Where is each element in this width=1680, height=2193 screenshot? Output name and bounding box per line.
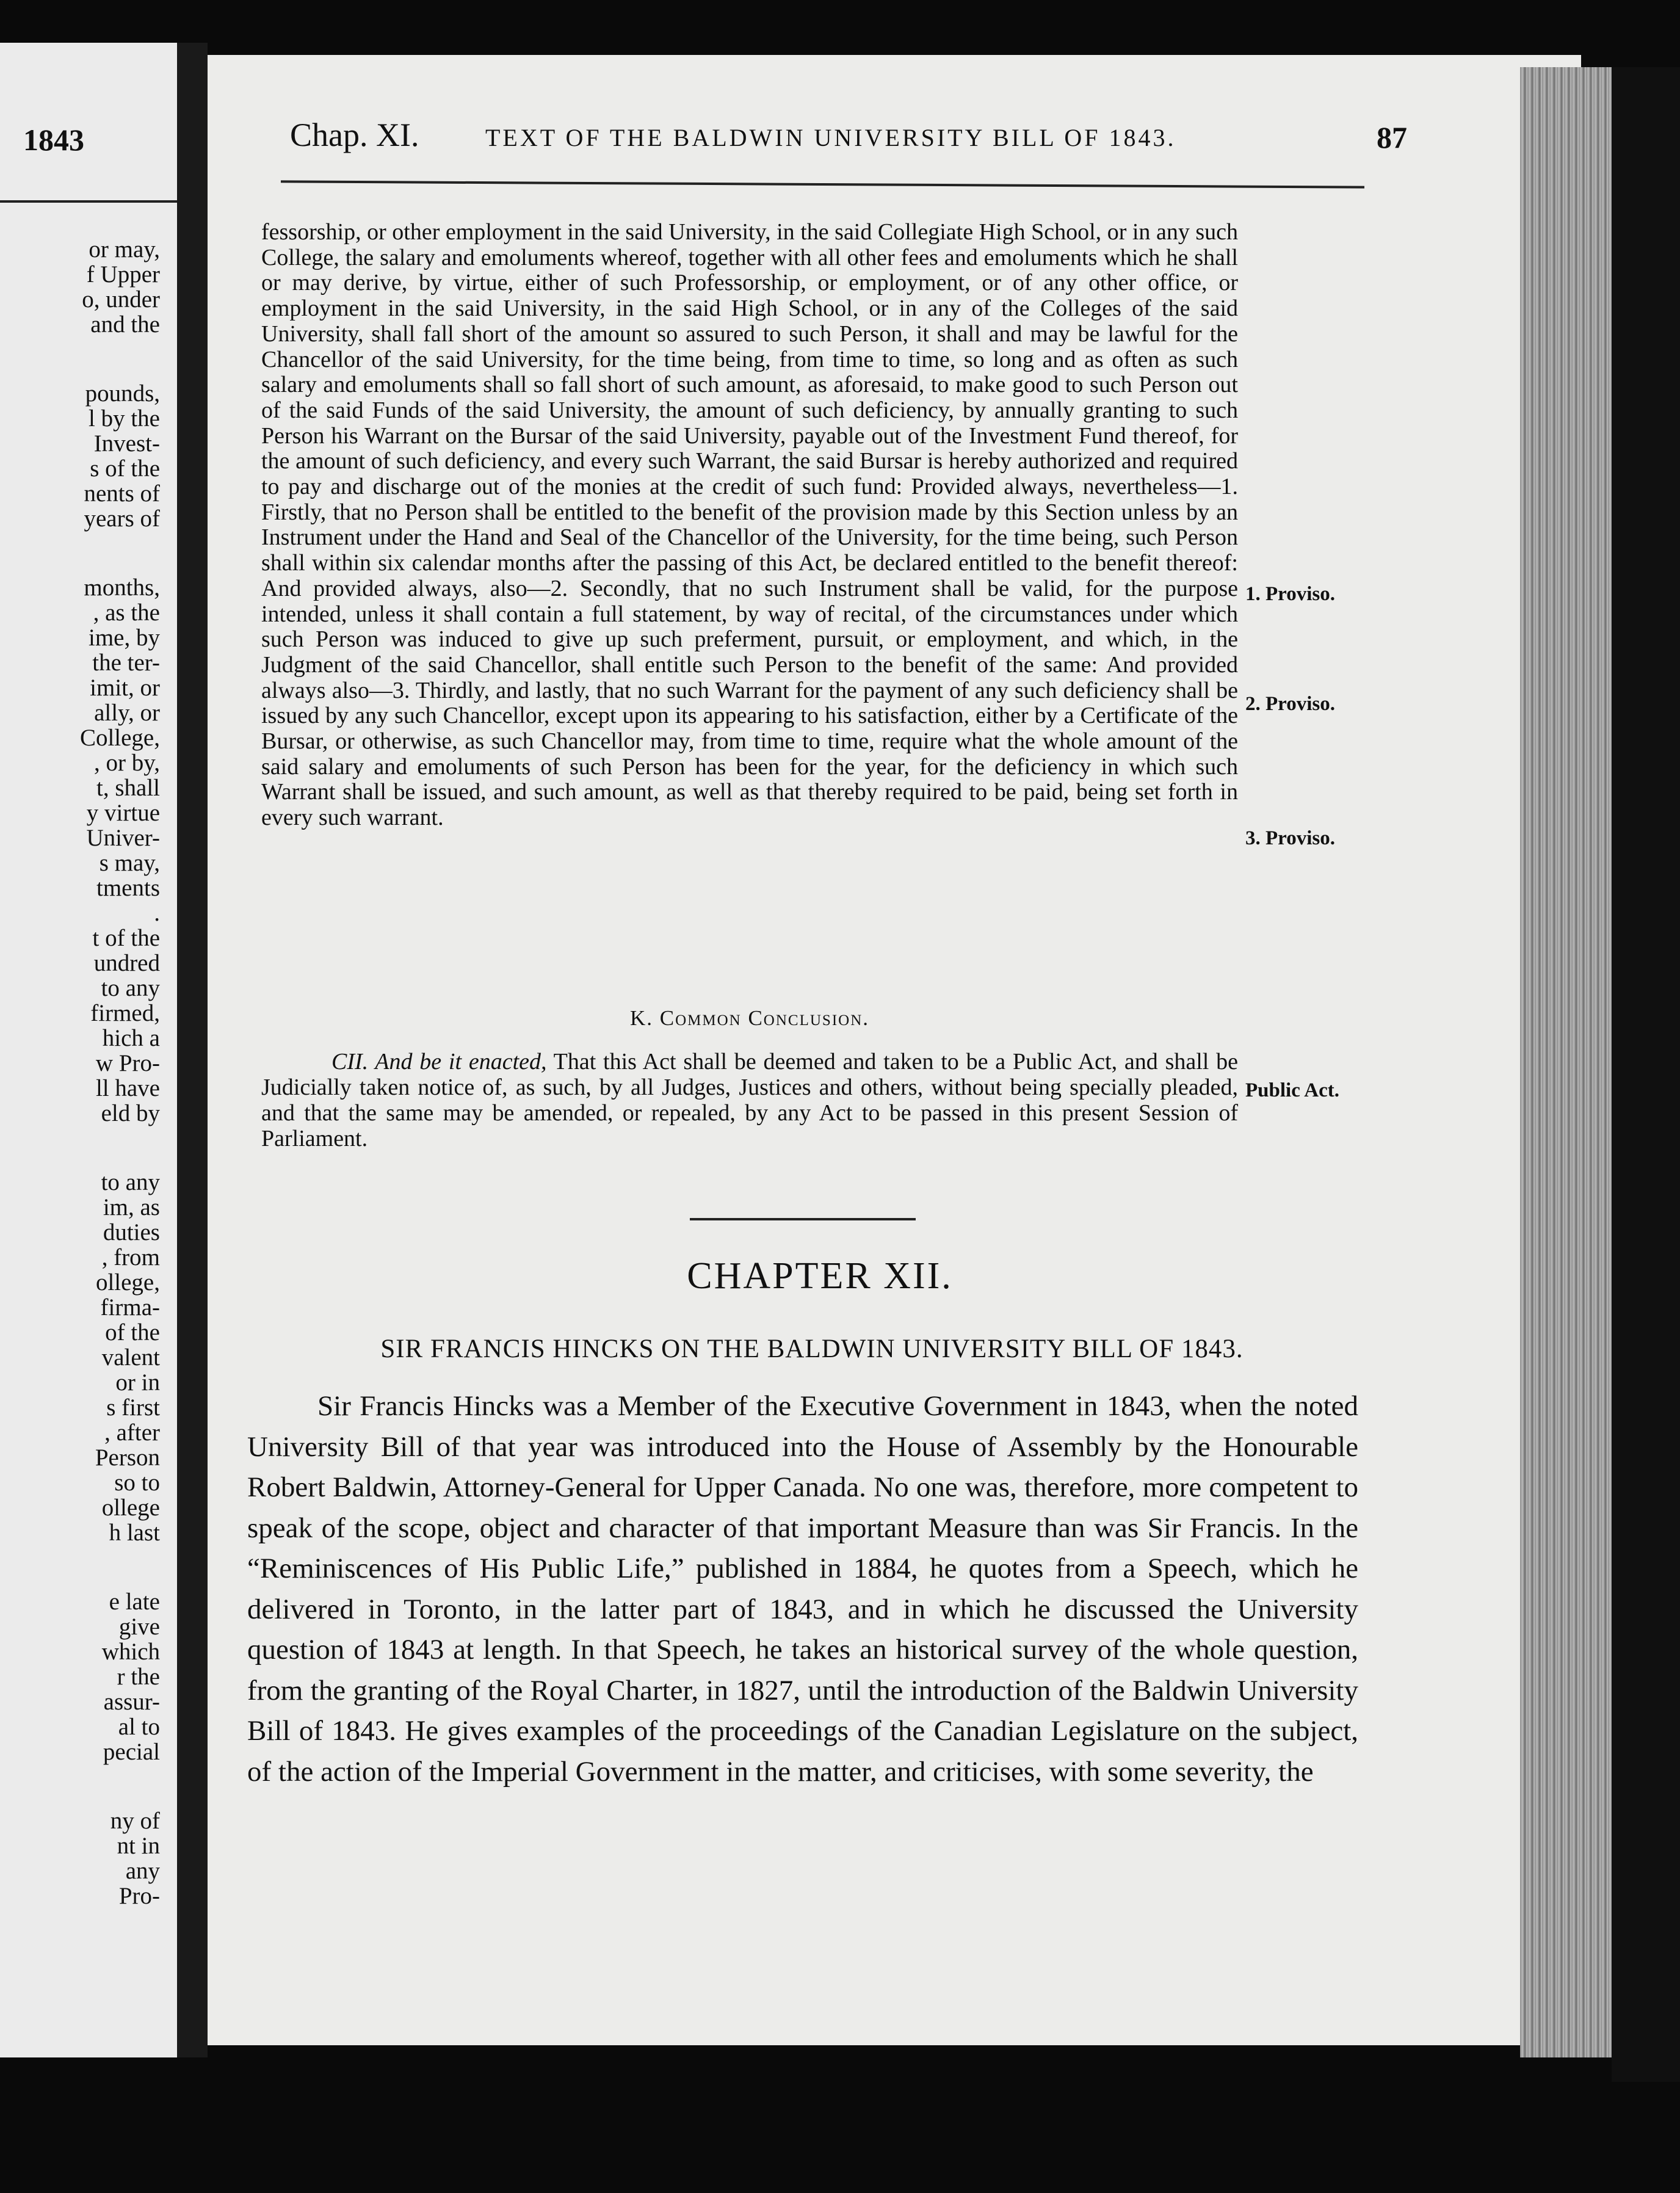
margin-note-proviso-3: 3. Proviso.: [1245, 827, 1335, 849]
section-k-letter: K.: [629, 1006, 653, 1030]
left-page-line: ll have: [95, 1075, 160, 1101]
left-page-line: [0, 1764, 160, 1808]
section-j-text: [261, 220, 1238, 831]
enactment-lead: CII. And be it enacted,: [331, 1049, 547, 1075]
chapter-subtitle: SIR FRANCIS HINCKS ON THE BALDWIN UNIVERSITY BILL OF 1843.: [380, 1335, 1244, 1363]
left-page-line: [0, 1126, 160, 1170]
left-page-line: .: [154, 900, 160, 926]
left-page-line: , or by,: [94, 750, 160, 776]
left-page-line: y virtue: [86, 800, 160, 826]
running-header: [290, 116, 1407, 159]
left-page-line: hich a: [102, 1025, 160, 1051]
left-page-line: o, under: [82, 286, 160, 313]
chapter-body-text: [247, 1386, 1358, 1792]
left-page-line: ally, or: [94, 700, 160, 726]
left-page-line: undred: [93, 950, 160, 976]
left-page-line: imit, or: [90, 675, 160, 701]
left-page-line: so to: [114, 1470, 160, 1496]
left-page-line: eld by: [101, 1100, 160, 1126]
left-page-line: firmed,: [90, 1000, 160, 1026]
running-title: TEXT OF THE BALDWIN UNIVERSITY BILL OF 1843.: [485, 124, 1176, 151]
chapter-label: Chap. XI.: [290, 117, 419, 153]
margin-note-proviso-1: 1. Proviso.: [1245, 583, 1335, 605]
left-page-line: , from: [101, 1244, 160, 1270]
section-k-heading: [261, 1006, 1238, 1031]
left-page-line: nt in: [117, 1833, 160, 1859]
left-page-line: months,: [84, 575, 160, 601]
book-gutter: [177, 43, 208, 2057]
chapter-paragraph: Sir Francis Hincks was a Member of the Executive Government in 1843, when the noted University Bill of that year was introduced into the House of Assembly by the Honourable Robert Baldwin, Attorney-General for Upper Canada. No one was, therefore, more competent to speak of the scope, object and character of that important Measure than was Sir Francis. In the “Reminiscences of His Public Life,” published in 1884, he quotes from a Speech, which he delivered in Toronto, in the latter part of 1843, and in which he discussed the University question of 1843 at length. In that Speech, he takes an historical survey of the whole question, from the granting of the Royal Charter, in 1827, until the introduction of the Baldwin University Bill of 1843. He gives examples of the proceedings of the Canadian Legislature on the subject, of the action of the Imperial Government in the matter, and criticises, with some severity, the: [247, 1390, 1358, 1788]
left-page-line: nents of: [84, 480, 160, 507]
left-page-line: valent: [101, 1344, 160, 1371]
left-page-line: or in: [115, 1369, 160, 1396]
left-page-line: to any: [101, 1169, 160, 1195]
left-page-line: ime, by: [89, 625, 160, 651]
left-page-line: pounds,: [85, 380, 160, 407]
left-page-line: firma-: [100, 1294, 160, 1321]
left-page-line: s of the: [90, 455, 160, 482]
left-page-line: College,: [79, 725, 160, 751]
left-page-line: [0, 531, 160, 575]
left-header-rule: [0, 200, 177, 203]
page-edge-shadow: [1612, 67, 1680, 2082]
left-page-line: w Pro-: [95, 1050, 160, 1076]
left-page-line: years of: [84, 506, 160, 532]
left-page-line: s first: [106, 1394, 160, 1421]
left-page-line: , after: [104, 1419, 160, 1446]
left-page-line: to any: [101, 975, 160, 1001]
left-page-line: ny of: [110, 1808, 160, 1834]
left-page-line: Pro-: [118, 1883, 160, 1909]
enactment-clause: [261, 1049, 1238, 1151]
left-page-line: [0, 337, 160, 381]
left-page-line: ollege,: [95, 1269, 160, 1296]
left-page-line: [0, 1545, 160, 1589]
left-page-line: f Upper: [86, 261, 160, 288]
left-page-line: im, as: [103, 1194, 160, 1220]
left-page-line: s may,: [99, 850, 160, 876]
section-j-paragraph: fessorship, or other employment in the said University, in the said Collegiate High School, or in any such College, the salary and emoluments whereof, together with all other fees and emoluments which he shall or may derive, by virtue, either of such Professorship, or employment, or of any other office, or employment in the said University, in the said High School, or in any of the Colleges of the said University, shall fall short of the amount so assured to such Person, it shall and may be lawful for the Chancellor of the said University, for the time being, from time to time, so long and as often as such salary and emoluments shall so fall short of such amount, as aforesaid, to make good to such Person out of the said Funds of the said University, the amount of such deficiency, by annually granting to such Person his Warrant on the Bursar of the said University, payable out of the Investment Fund thereof, for the amount of such deficiency, and every such Warrant, the said Bursar is hereby authorized and required to pay and discharge out of the monies at the credit of such fund: Provided always, nevertheless—1. Firstly, that no Person shall be entitled to the benefit of the provision made by this Section unless by an Instrument under the Hand and Seal of the Chancellor of the University, for the time being, such Person shall within six calendar months after the passing of this Act, be declared entitled to the benefit thereof: And provided always, also—2. Secondly, that no such Instrument shall be valid, for the purpose intended, unless it shall contain a full statement, by way of recital, of the circumstances under which such Person was induced to give up such preferment, pursuit, or employment, and which, in the Judgment of the said Chancellor, shall entitle such Person to the benefit of the same: And provided always also—3. Thirdly, and lastly, that no such Warrant for the payment of any such deficiency shall be issued by any such Chancellor, except upon its appearing to his satisfaction, either by a Certificate of the Bursar, or otherwise, as such Chancellor may, from time to time, require what the whole amount of the said salary and emoluments of such Person has been for the year, for the deficiency in which such Warrant shall be issued, and such amount, as well as that thereby required to be paid, being set forth in every such warrant.: [261, 219, 1238, 831]
left-page-line: tments: [96, 875, 160, 901]
left-page-line: Invest-: [93, 430, 160, 457]
left-page-line: pecial: [103, 1739, 160, 1765]
left-page-line: , as the: [93, 600, 160, 626]
left-page-line: ollege: [101, 1495, 160, 1521]
enactment-paragraph: [261, 1049, 1238, 1151]
left-page-line: t, shall: [96, 775, 160, 801]
enactment-text: That this Act shall be deemed and taken to be a Public Act, and shall be Judicially taken notice of, as such, by all Judges, Justices and others, without being specially pleaded, and that the same may be amended, or repealed, by any Act to be passed in this present Session of Parliament.: [261, 1049, 1239, 1151]
left-page-line: l by the: [89, 405, 160, 432]
left-page-line: duties: [103, 1219, 160, 1245]
margin-note-proviso-2: 2. Proviso.: [1245, 693, 1335, 715]
left-page-line: Person: [95, 1444, 160, 1471]
left-page-line: e late: [109, 1589, 160, 1615]
chapter-title: CHAPTER XII.: [687, 1255, 953, 1297]
page-edge-stack: [1520, 67, 1612, 2057]
left-page-line: which: [101, 1639, 160, 1665]
left-page-folio: 1843: [23, 123, 84, 157]
left-page-line: and the: [90, 311, 160, 338]
left-page-line: assur-: [103, 1689, 160, 1715]
page-number: 87: [1377, 120, 1407, 154]
left-page-line: al to: [118, 1714, 160, 1740]
left-page-line: or may,: [89, 236, 160, 263]
left-page-line: any: [125, 1858, 160, 1884]
section-k-title: Common Conclusion.: [659, 1006, 870, 1030]
left-page-line: Univer-: [86, 825, 160, 851]
margin-note-public-act: Public Act.: [1245, 1079, 1339, 1101]
left-page-line: h last: [109, 1520, 160, 1546]
left-page-line: of the: [105, 1319, 160, 1346]
left-page-line: give: [118, 1614, 160, 1640]
left-page-line: r the: [117, 1664, 160, 1690]
left-page-line: t of the: [92, 925, 160, 951]
chapter-divider-rule: [690, 1218, 916, 1220]
left-page-text: [0, 237, 160, 1908]
left-page-fragment: [0, 43, 177, 2057]
left-page-line: the ter-: [92, 650, 160, 676]
